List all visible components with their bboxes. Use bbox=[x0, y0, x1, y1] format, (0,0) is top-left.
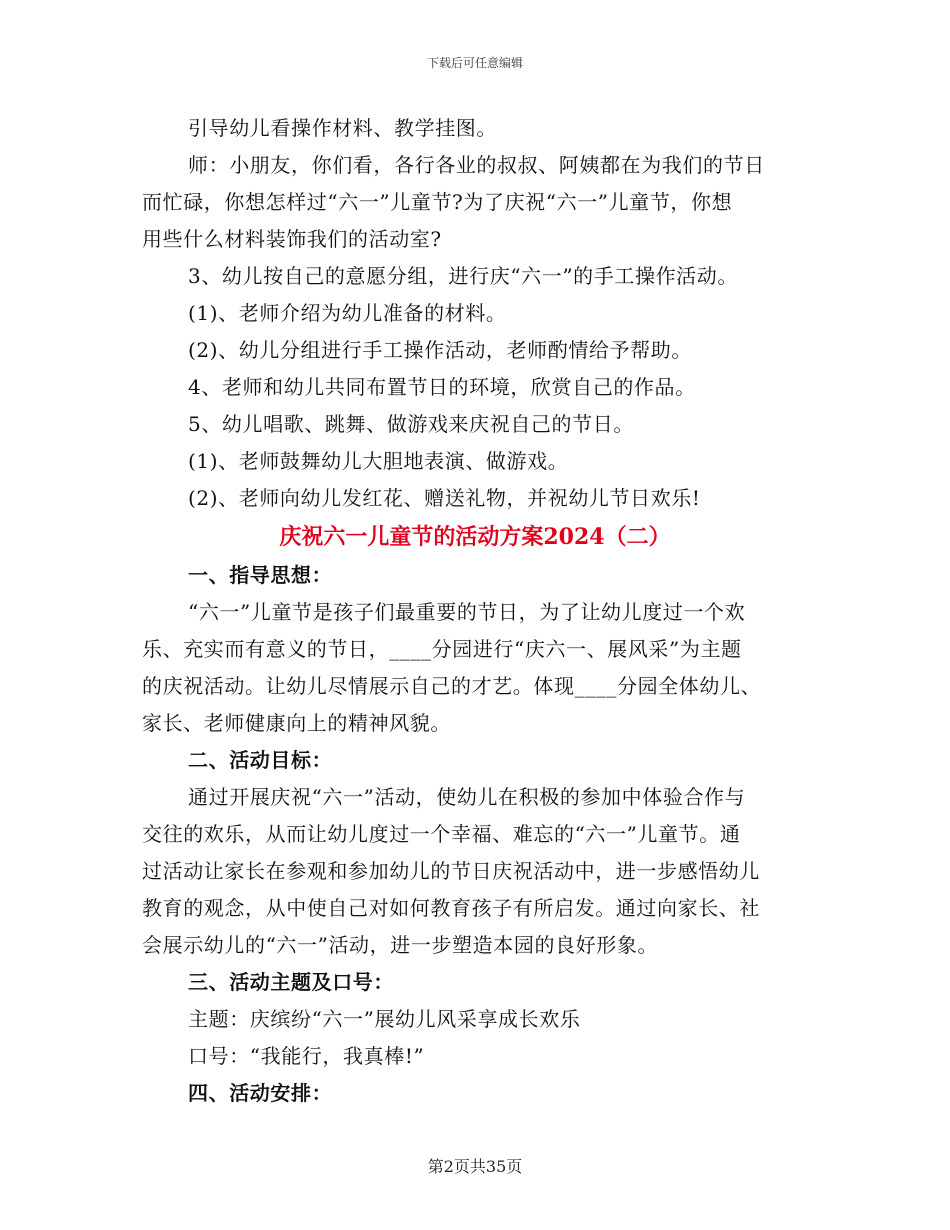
list-item: (1)、老师介绍为幼儿准备的材料。 bbox=[188, 301, 507, 325]
paragraph-line: 而忙碌，你想怎样过“六一”儿童节?为了庆祝“六一”儿童节，你想 bbox=[142, 190, 733, 214]
section-heading: 一、指导思想： bbox=[188, 563, 333, 587]
paragraph-line: 师：小朋友，你们看，各行各业的叔叔、阿姨都在为我们的节日 bbox=[188, 153, 765, 177]
paragraph-line: 交往的欢乐，从而让幼儿度过一个幸福、难忘的“六一”儿童节。通 bbox=[142, 822, 741, 846]
paragraph-line: 会展示幼儿的“六一”活动，进一步塑造本园的良好形象。 bbox=[142, 933, 659, 957]
section-heading: 三、活动主题及口号： bbox=[188, 970, 394, 994]
paragraph-line: 引导幼儿看操作材料、教学挂图。 bbox=[188, 116, 497, 140]
paragraph-line: 口号：“我能行，我真棒!” bbox=[188, 1044, 425, 1068]
paragraph-line: 教育的观念，从中使自己对如何教育孩子有所启发。通过向家长、社 bbox=[142, 896, 760, 920]
paragraph-line: “六一”儿童节是孩子们最重要的节日，为了让幼儿度过一个欢 bbox=[188, 600, 746, 624]
list-item: 3、幼儿按自己的意愿分组，进行庆“六一”的手工操作活动。 bbox=[188, 264, 738, 288]
document-body bbox=[142, 110, 808, 1112]
paragraph-line: 主题：庆缤纷“六一”展幼儿风采享成长欢乐 bbox=[188, 1007, 581, 1031]
list-item: (1)、老师鼓舞幼儿大胆地表演、做游戏。 bbox=[188, 449, 569, 473]
paragraph-line: 通过开展庆祝“六一”活动，使幼儿在积极的参加中体验合作与 bbox=[188, 785, 746, 809]
paragraph-line: 过活动让家长在参观和参加幼儿的节日庆祝活动中，进一步感悟幼儿 bbox=[142, 859, 760, 883]
list-item: 5、幼儿唱歌、跳舞、做游戏来庆祝自己的节日。 bbox=[188, 412, 634, 436]
list-item: 4、老师和幼儿共同布置节日的环境，欣赏自己的作品。 bbox=[188, 375, 696, 399]
list-item: (2)、幼儿分组进行手工操作活动，老师酌情给予帮助。 bbox=[188, 338, 692, 362]
paragraph-line: 乐、充实而有意义的节日，____分园进行“庆六一、展风采”为主题 bbox=[142, 637, 742, 661]
paragraph-line: 的庆祝活动。让幼儿尽情展示自己的才艺。体现____分园全体幼儿、 bbox=[142, 674, 762, 698]
section-title: 庆祝六一儿童节的活动方案2024（二） bbox=[279, 524, 671, 550]
page-header: 下载后可任意编辑 bbox=[426, 56, 523, 70]
paragraph-line: 用些什么材料装饰我们的活动室? bbox=[142, 227, 442, 251]
section-heading: 二、活动目标： bbox=[188, 748, 333, 772]
paragraph-line: 家长、老师健康向上的精神风貌。 bbox=[142, 711, 451, 735]
section-heading: 四、活动安排： bbox=[188, 1081, 333, 1105]
page-footer: 第2页共35页 bbox=[427, 1157, 523, 1176]
list-item: (2)、老师向幼儿发红花、赠送礼物，并祝幼儿节日欢乐! bbox=[188, 486, 701, 510]
